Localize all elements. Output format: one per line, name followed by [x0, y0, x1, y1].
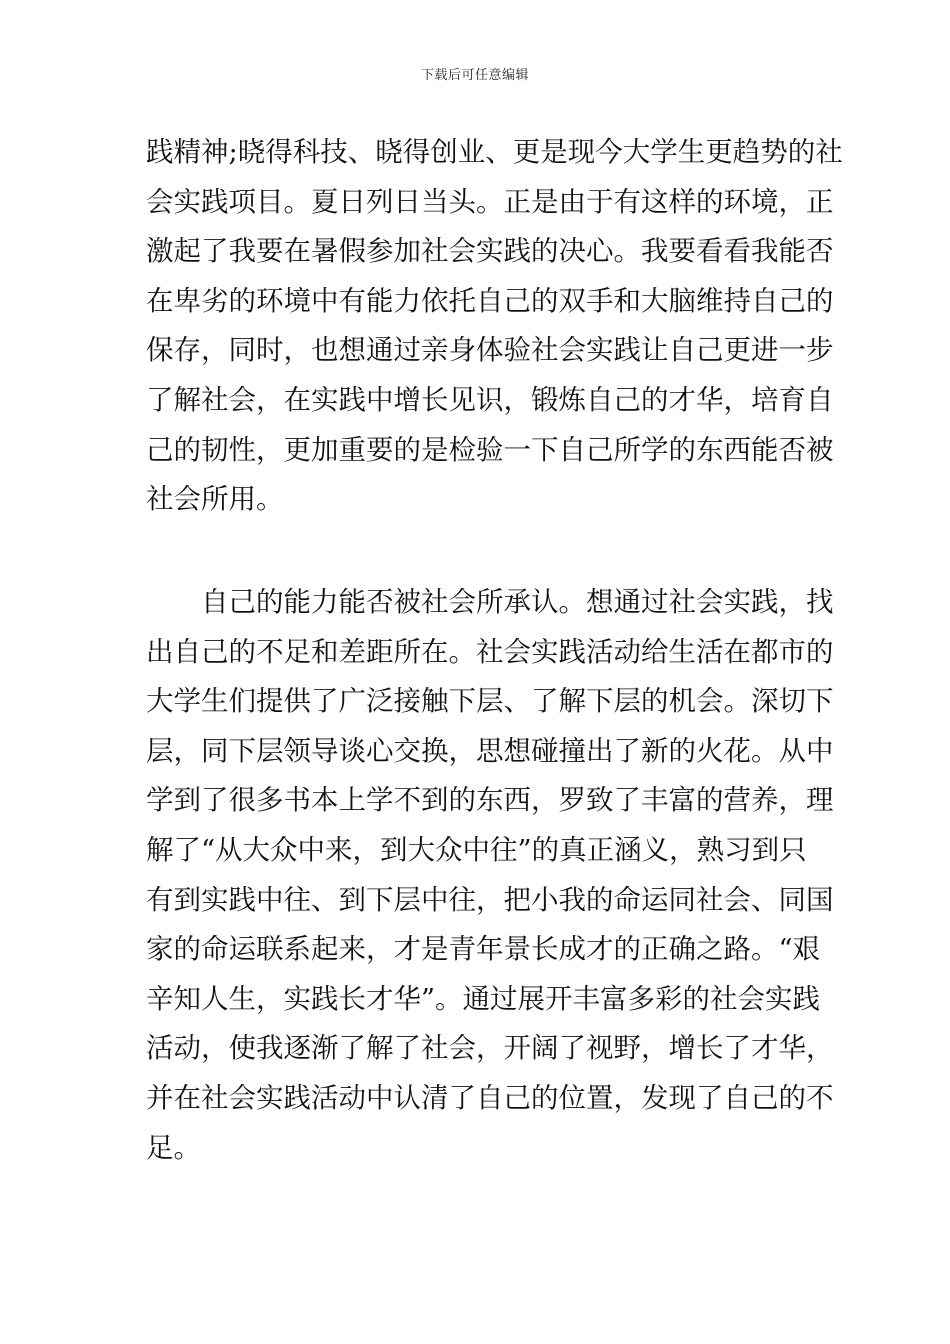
text-line: 解了“从大众中来，到大众中往”的真正涵义，熟习到只 [146, 833, 807, 866]
text-line: 家的命运联系起来，才是青年景长成才的正确之路。“艰 [146, 933, 821, 966]
text-line: 学到了很多书本上学不到的东西，罗致了丰富的营养，理 [146, 784, 834, 817]
text-line: 了解社会，在实践中增长见识，锻炼自己的才华，培育自 [146, 383, 834, 416]
text-line: 出自己的不足和差距所在。社会实践活动给生活在都市的 [146, 635, 834, 668]
text-line: 自己的能力能否被社会所承认。想通过社会实践，找 [146, 586, 834, 618]
paragraph-1 [146, 128, 843, 525]
text-line: 大学生们提供了广泛接触下层、了解下层的机会。深切下 [146, 685, 834, 718]
text-line: 活动，使我逐渐了解了社会，开阔了视野，增长了才华， [146, 1032, 834, 1065]
page-header: 下载后可任意编辑 [420, 68, 529, 83]
text-line: 足。 [146, 1131, 201, 1164]
text-line: 践精神;晓得科技、晓得创业、更是现今大学生更趋势的社 [146, 136, 843, 168]
text-line: 并在社会实践活动中认清了自己的位置，发现了自己的不 [146, 1081, 834, 1114]
text-line: 社会所用。 [146, 483, 284, 516]
text-line: 保存，同时，也想通过亲身体验社会实践让自己更进一步 [146, 334, 834, 367]
text-line: 己的韧性，更加重要的是检验一下自己所学的东西能否被 [146, 433, 834, 466]
text-line: 有到实践中往、到下层中往，把小我的命运同社会、同国 [146, 883, 834, 916]
text-line: 辛知人生，实践长才华”。通过展开丰富多彩的社会实践 [146, 982, 821, 1015]
text-line: 在卑劣的环境中有能力依托自己的双手和大脑维持自己的 [146, 284, 834, 317]
text-line: 激起了我要在暑假参加社会实践的决心。我要看看我能否 [146, 235, 834, 268]
text-line: 层，同下层领导谈心交换，思想碰撞出了新的火花。从中 [146, 734, 834, 767]
paragraph-2 [146, 578, 834, 1173]
text-line: 会实践项目。夏日列日当头。正是由于有这样的环境，正 [146, 185, 834, 218]
